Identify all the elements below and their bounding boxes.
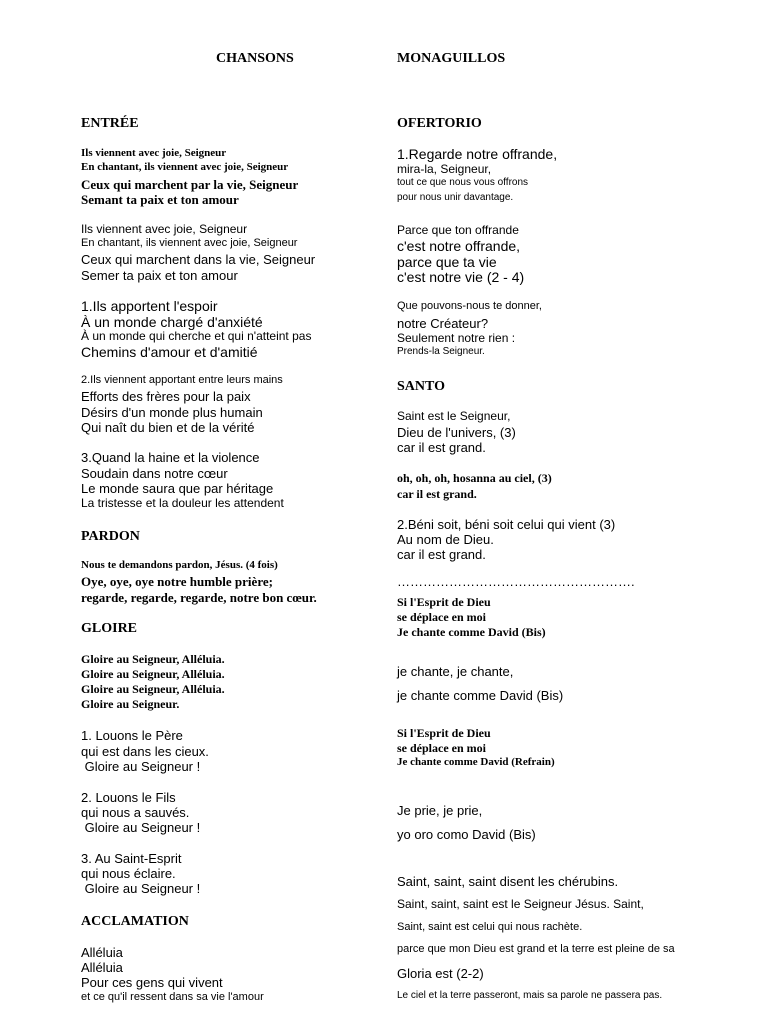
dotted-separator: ………………………………………………. bbox=[397, 574, 635, 589]
lyric-line: parce que ta vie bbox=[397, 254, 497, 270]
lyric-line: Gloire au Seigneur ! bbox=[81, 881, 201, 896]
page-title-left: CHANSONS bbox=[216, 51, 294, 66]
lyric-line: pour nous unir davantage. bbox=[397, 192, 514, 203]
lyric-line: Dieu de l'univers, (3) bbox=[397, 425, 516, 440]
page-title-right: MONAGUILLOS bbox=[397, 51, 506, 66]
lyric-line: oh, oh, oh, hosanna au ciel, (3) bbox=[397, 471, 552, 485]
lyric-line: Gloire au Seigneur, Alléluia. bbox=[81, 652, 225, 666]
lyric-line: En chantant, ils viennent avec joie, Seigneur bbox=[81, 237, 298, 249]
lyric-line: Chemins d'amour et d'amitié bbox=[81, 344, 258, 360]
lyric-line: Alléluia bbox=[81, 945, 123, 960]
lyric-line: 2.Béni soit, béni soit celui qui vient (3) bbox=[397, 517, 616, 532]
lyric-line: Parce que ton offrande bbox=[397, 223, 519, 237]
lyric-line: 1. Louons le Père bbox=[81, 728, 183, 743]
lyric-line: Désirs d'un monde plus humain bbox=[81, 405, 263, 420]
section-title-entree: ENTRÉE bbox=[81, 116, 139, 131]
lyric-line: 1.Regarde notre offrande, bbox=[397, 146, 558, 162]
lyric-line: 1.Ils apportent l'espoir bbox=[81, 298, 218, 314]
lyric-line: Seulement notre rien : bbox=[397, 331, 516, 345]
lyric-line: car il est grand. bbox=[397, 547, 486, 562]
lyric-line: En chantant, ils viennent avec joie, Seigneur bbox=[81, 161, 289, 173]
lyric-line: Ceux qui marchent dans la vie, Seigneur bbox=[81, 252, 316, 267]
lyric-line: Saint est le Seigneur, bbox=[397, 409, 511, 423]
lyric-line: yo oro como David (Bis) bbox=[397, 827, 536, 842]
lyric-line: parce que mon Dieu est grand et la terre est pleine de sa bbox=[397, 943, 675, 955]
lyric-line: Au nom de Dieu. bbox=[397, 532, 494, 547]
lyric-line: Ceux qui marchent par la vie, Seigneur bbox=[81, 177, 299, 192]
lyric-line: Je chante comme David (Bis) bbox=[397, 625, 546, 639]
lyric-line: Je prie, je prie, bbox=[397, 803, 483, 818]
lyric-line: c'est notre vie (2 - 4) bbox=[397, 269, 525, 285]
lyric-line: qui nous a sauvés. bbox=[81, 805, 190, 820]
lyric-line: qui nous éclaire. bbox=[81, 866, 176, 881]
lyric-line: je chante, je chante, bbox=[397, 664, 514, 679]
lyric-line: je chante comme David (Bis) bbox=[397, 688, 564, 703]
lyric-line: Saint, saint est celui qui nous rachète. bbox=[397, 921, 583, 933]
section-title-gloire: GLOIRE bbox=[81, 621, 138, 636]
lyric-line: Ils viennent avec joie, Seigneur bbox=[81, 147, 227, 159]
lyric-line: Je chante comme David (Refrain) bbox=[397, 756, 555, 768]
lyric-line: Prends-la Seigneur. bbox=[397, 346, 485, 357]
section-title-santo: SANTO bbox=[397, 379, 445, 394]
lyric-line: Efforts des frères pour la paix bbox=[81, 389, 251, 404]
lyric-line: Nous te demandons pardon, Jésus. (4 fois) bbox=[81, 559, 278, 571]
lyric-line: Semer ta paix et ton amour bbox=[81, 268, 238, 283]
lyric-line: se déplace en moi bbox=[397, 741, 486, 755]
lyric-line: qui est dans les cieux. bbox=[81, 744, 209, 759]
lyric-line: Le monde saura que par héritage bbox=[81, 481, 274, 496]
section-title-acclamation: ACCLAMATION bbox=[81, 914, 189, 929]
lyric-line: Ils viennent avec joie, Seigneur bbox=[81, 222, 248, 236]
lyric-line: Gloire au Seigneur, Alléluia. bbox=[81, 667, 225, 681]
lyric-line: 3. Au Saint-Esprit bbox=[81, 851, 182, 866]
lyric-line: et ce qu'il ressent dans sa vie l'amour bbox=[81, 991, 264, 1003]
section-title-ofertorio: OFERTORIO bbox=[397, 116, 482, 131]
lyric-line: Le ciel et la terre passeront, mais sa parole ne passera pas. bbox=[397, 990, 663, 1001]
lyric-line: Si l'Esprit de Dieu bbox=[397, 595, 491, 609]
lyric-line: Semant ta paix et ton amour bbox=[81, 192, 239, 207]
lyric-line: Pour ces gens qui vivent bbox=[81, 975, 223, 990]
lyric-line: 2. Louons le Fils bbox=[81, 790, 176, 805]
lyric-line: notre Créateur? bbox=[397, 316, 489, 331]
lyric-line: Si l'Esprit de Dieu bbox=[397, 726, 491, 740]
lyric-line: À un monde qui cherche et qui n'atteint pas bbox=[81, 329, 312, 343]
lyric-line: Gloire au Seigneur ! bbox=[81, 820, 201, 835]
lyric-line: se déplace en moi bbox=[397, 610, 486, 624]
lyric-line: Qui naît du bien et de la vérité bbox=[81, 420, 255, 435]
lyric-line: Soudain dans notre cœur bbox=[81, 466, 228, 481]
lyric-line: car il est grand. bbox=[397, 440, 486, 455]
lyric-line: 2.Ils viennent apportant entre leurs mains bbox=[81, 374, 283, 386]
lyric-line: À un monde chargé d'anxiété bbox=[81, 314, 263, 330]
lyric-line: 3.Quand la haine et la violence bbox=[81, 450, 260, 465]
section-title-pardon: PARDON bbox=[81, 529, 140, 544]
lyric-line: Gloire au Seigneur. bbox=[81, 697, 180, 711]
lyric-line: car il est grand. bbox=[397, 487, 477, 501]
lyric-line: Gloire au Seigneur, Alléluia. bbox=[81, 682, 225, 696]
lyric-line: regarde, regarde, regarde, notre bon cœur. bbox=[81, 590, 317, 605]
lyric-line: mira-la, Seigneur, bbox=[397, 162, 492, 176]
lyric-line: c'est notre offrande, bbox=[397, 238, 521, 254]
lyric-line: Saint, saint, saint est le Seigneur Jésus. Saint, bbox=[397, 897, 644, 911]
lyric-line: Gloire au Seigneur ! bbox=[81, 759, 201, 774]
lyric-line: tout ce que nous vous offrons bbox=[397, 177, 529, 188]
lyric-line: La tristesse et la douleur les attendent bbox=[81, 496, 284, 510]
lyric-line: Oye, oye, oye notre humble prière; bbox=[81, 574, 273, 589]
lyric-line: Que pouvons-nous te donner, bbox=[397, 300, 542, 312]
lyric-line: Gloria est (2-2) bbox=[397, 966, 484, 981]
lyric-line: Alléluia bbox=[81, 960, 123, 975]
lyric-line: Saint, saint, saint disent les chérubins. bbox=[397, 874, 619, 889]
